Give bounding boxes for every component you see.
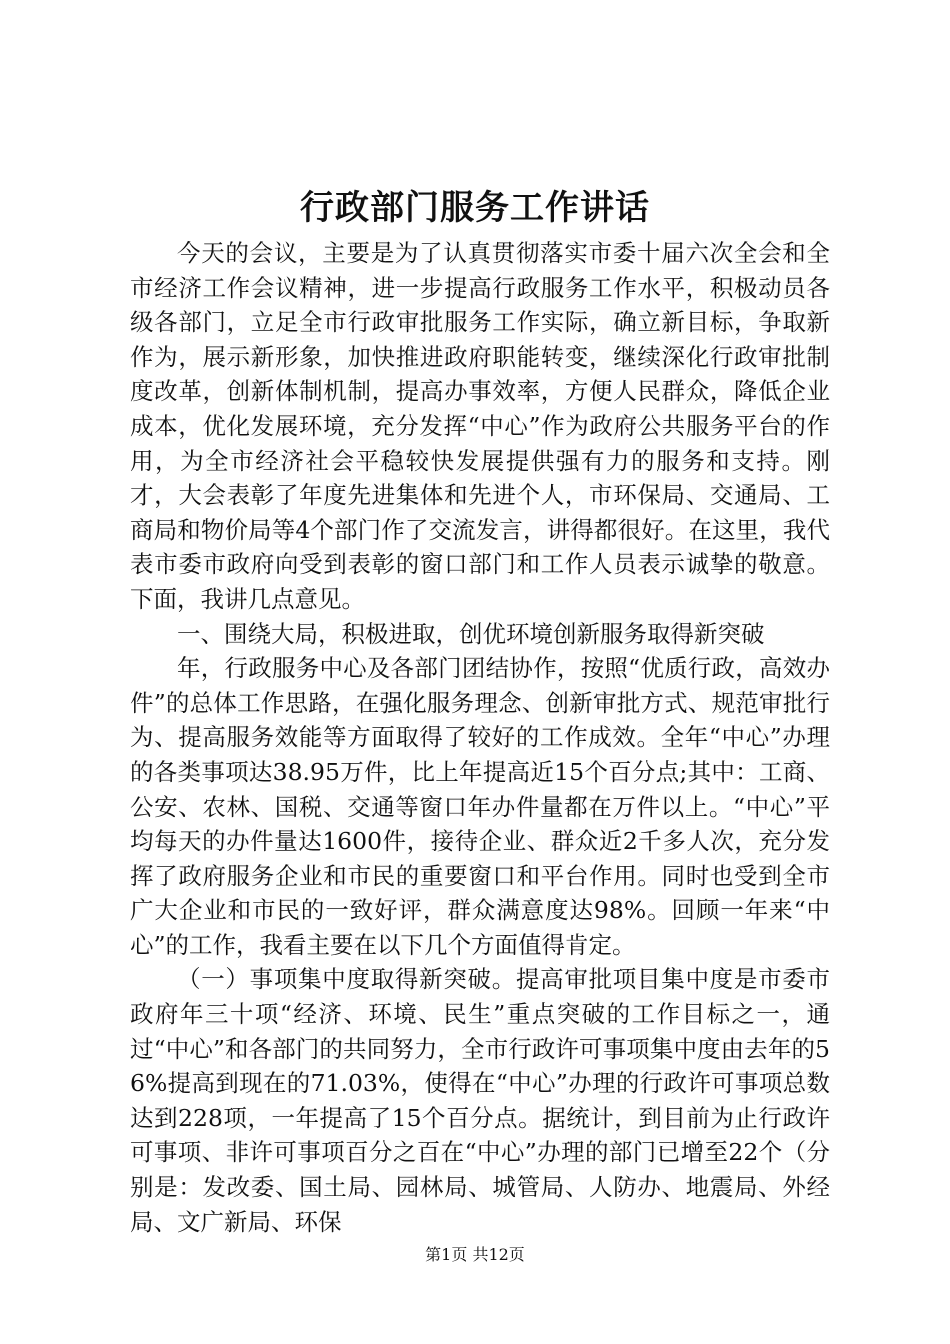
section-heading-1: 一、围绕大局，积极进取，创优环境创新服务取得新突破: [177, 619, 765, 648]
document-title: 行政部门服务工作讲话: [300, 188, 650, 228]
paragraph-intro: 今天的会议，主要是为了认真贯彻落实市委十届六次全会和全市经济工作会议精神，进一步提高行政服务工作水平，积极动员各级各部门，立足全市行政审批服务工作实际，确立新目标，争取新作为，展示新形象，加快推进政府职能转变，继续深化行政审批制度改革，创新体制机制，提高办事效率，方便人民群众，降低企业成本，优化发展环境，充分发挥“中心”作为政府公共服务平台的作用，为全市经济社会平稳较快发展提供强有力的服务和支持。刚才，大会表彰了年度先进集体和先进个人，市环保局、交通局、工商局和物价局等4个部门作了交流发言，讲得都很好。在这里，我代表市委市政府向受到表彰的窗口部门和工作人员表示诚挚的敬意。下面，我讲几点意见。: [130, 239, 830, 613]
page-number-footer: 第1页 共12页: [425, 1245, 525, 1264]
paragraph-subsection-1: （一）事项集中度取得新突破。提高审批项目集中度是市委市政府年三十项“经济、环境、民生”重点突破的工作目标之一，通过“中心”和各部门的共同努力，全市行政许可事项集中度由去年的56%提高到现在的71.03%，使得在“中心”办理的行政许可事项总数达到228项，一年提高了15个百分点。据统计，到目前为止行政许可事项、非许可事项百分之百在“中心”办理的部门已增至22个（分别是：发改委、国土局、园林局、城管局、人防办、地震局、外经局、文广新局、环保: [130, 965, 830, 1236]
document-body: [130, 236, 830, 1239]
paragraph-summary: 年，行政服务中心及各部门团结协作，按照“优质行政，高效办件”的总体工作思路，在强化服务理念、创新审批方式、规范审批行为、提高服务效能等方面取得了较好的工作成效。全年“中心”办理的各类事项达38.95万件，比上年提高近15个百分点;其中：工商、公安、农林、国税、交通等窗口年办件量都在万件以上。“中心”平均每天的办件量达1600件，接待企业、群众近2千多人次，充分发挥了政府服务企业和市民的重要窗口和平台作用。同时也受到全市广大企业和市民的一致好评，群众满意度达98%。回顾一年来“中心”的工作，我看主要在以下几个方面值得肯定。: [130, 654, 830, 959]
